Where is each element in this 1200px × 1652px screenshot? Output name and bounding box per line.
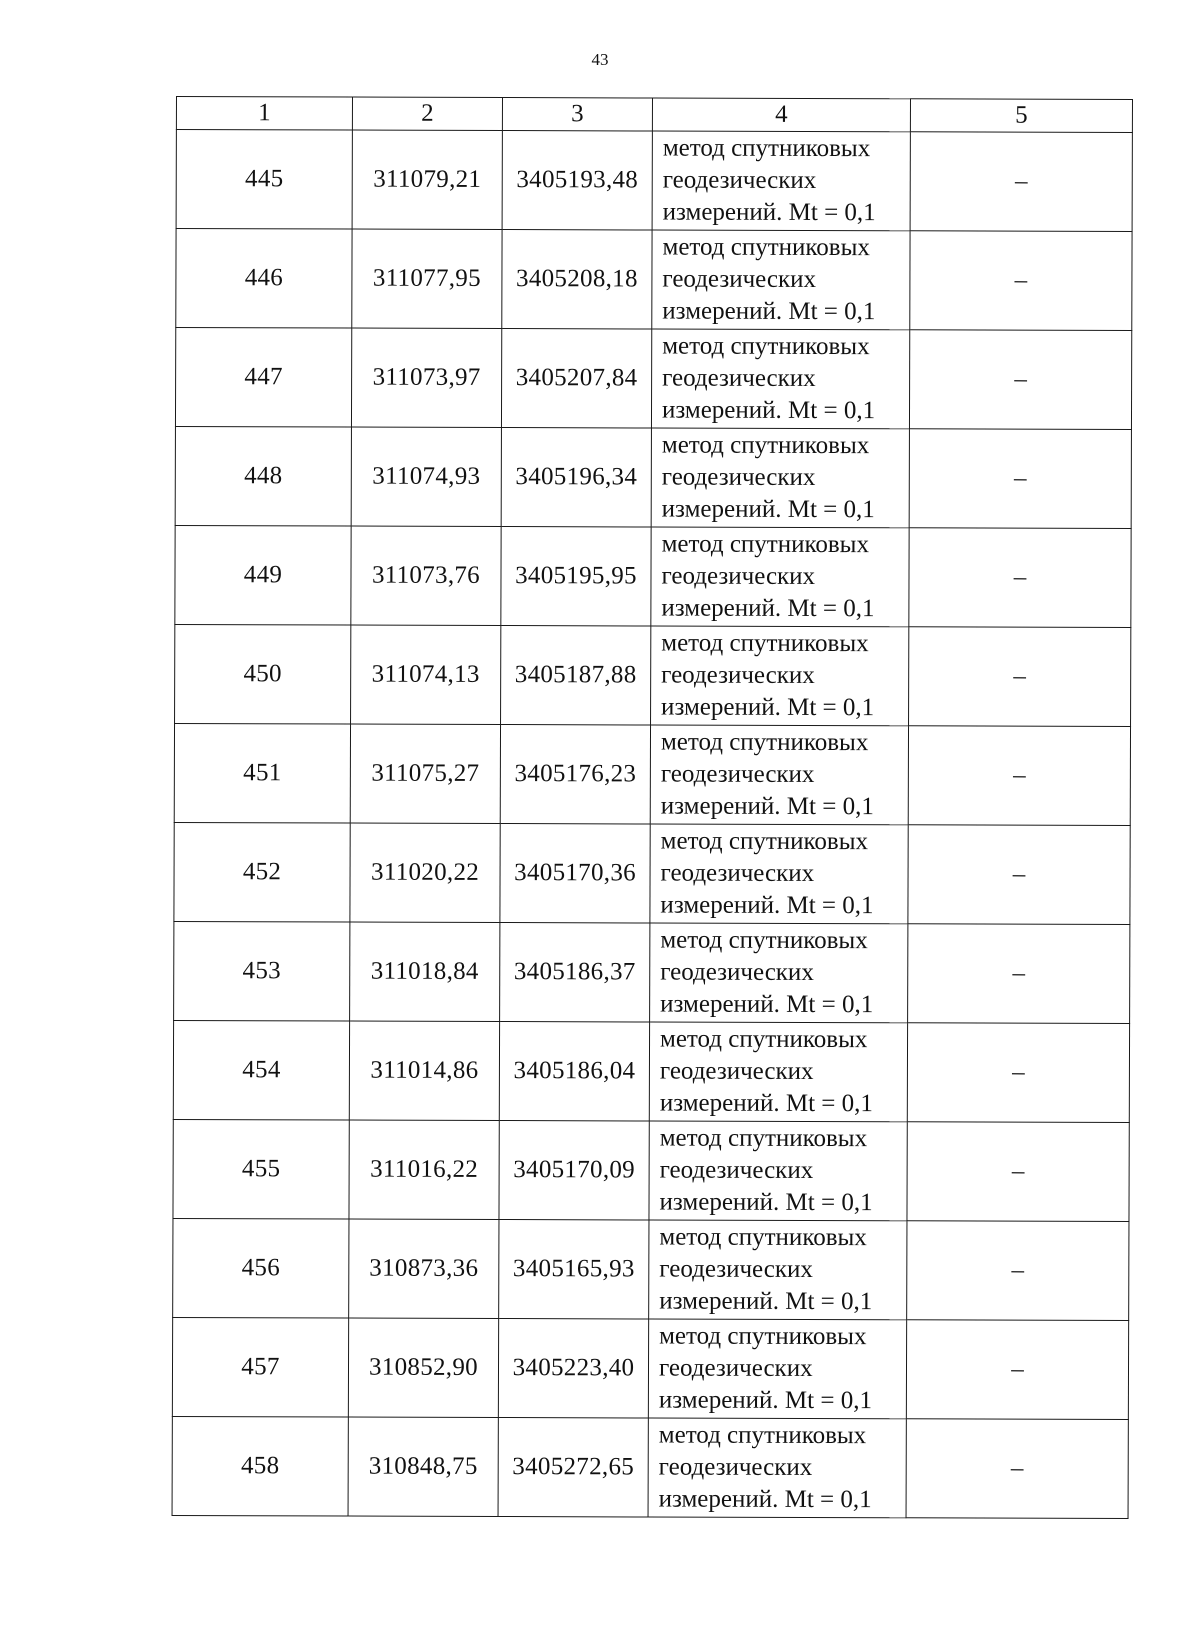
cell-note: – [910, 231, 1132, 331]
method-line: метод спутниковых [659, 1124, 868, 1153]
method-line: измерений. Mt = 0,1 [661, 396, 876, 425]
cell-method [652, 230, 910, 330]
cell-method [648, 1319, 906, 1419]
cell-note: – [907, 1023, 1129, 1123]
method-line: измерений. Mt = 0,1 [661, 594, 875, 623]
page-number: 43 [591, 50, 609, 69]
method-line: геодезических [660, 859, 815, 888]
cell-point: 453 [174, 921, 350, 1021]
cell-x: 311014,86 [349, 1021, 499, 1120]
cell-y: 3405195,95 [501, 527, 651, 626]
header-row [176, 97, 1132, 133]
table-row [172, 1317, 1128, 1419]
method-line: метод спутниковых [662, 134, 871, 163]
cell-point: 458 [172, 1416, 348, 1516]
header-col-5: 5 [910, 99, 1132, 133]
cell-note: – [908, 726, 1130, 826]
cell-y: 3405272,65 [498, 1418, 648, 1517]
cell-note: – [908, 825, 1130, 925]
table-row [172, 1416, 1128, 1518]
cell-y: 3405165,93 [499, 1220, 649, 1319]
table-row [174, 723, 1130, 825]
cell-point: 450 [175, 624, 351, 724]
cell-point: 452 [174, 822, 350, 922]
cell-method [651, 626, 909, 726]
method-line: метод спутниковых [660, 728, 869, 757]
cell-point: 445 [176, 130, 352, 230]
table-row [174, 921, 1130, 1023]
cell-note: – [908, 924, 1130, 1024]
method-line: геодезических [659, 1057, 814, 1086]
cell-y: 3405223,40 [498, 1319, 648, 1418]
table-body [172, 130, 1132, 1519]
method-line: измерений. Mt = 0,1 [660, 990, 874, 1019]
header-col-1: 1 [176, 97, 352, 131]
table-row [176, 130, 1132, 232]
method-line: метод спутниковых [661, 629, 869, 658]
cell-y: 3405193,48 [502, 131, 652, 230]
cell-x: 311077,95 [352, 229, 502, 328]
table-row [176, 229, 1132, 331]
table-row [173, 1119, 1129, 1221]
cell-point: 447 [175, 328, 351, 428]
table-row [175, 525, 1131, 627]
cell-x: 311074,13 [351, 625, 501, 724]
cell-note: – [909, 429, 1131, 529]
cell-y: 3405170,09 [499, 1121, 649, 1220]
cell-y: 3405187,88 [501, 626, 651, 725]
cell-note: – [909, 627, 1131, 727]
method-line: геодезических [658, 1354, 813, 1383]
cell-x: 311073,76 [351, 526, 501, 625]
cell-point: 446 [176, 229, 352, 329]
cell-method [648, 1418, 906, 1518]
method-line: измерений. Mt = 0,1 [662, 297, 876, 326]
cell-x: 311016,22 [349, 1120, 499, 1219]
table-row [175, 624, 1131, 726]
header-col-3: 3 [502, 98, 652, 131]
cell-y: 3405170,36 [500, 824, 650, 923]
cell-method [650, 725, 908, 825]
cell-method [652, 131, 910, 231]
cell-note: – [909, 330, 1131, 430]
cell-method [651, 527, 909, 627]
cell-method [649, 1022, 907, 1122]
cell-point: 454 [173, 1020, 349, 1120]
method-line: метод спутниковых [659, 1322, 867, 1351]
method-line: геодезических [661, 463, 816, 492]
cell-method [649, 1220, 907, 1320]
method-line: геодезических [662, 166, 817, 195]
method-line: измерений. Mt = 0,1 [658, 1386, 873, 1415]
cell-note: – [907, 1122, 1129, 1222]
method-line: измерений. Mt = 0,1 [661, 693, 875, 722]
cell-y: 3405207,84 [501, 329, 651, 428]
cell-x: 310848,75 [348, 1417, 498, 1516]
method-line: геодезических [662, 265, 817, 294]
cell-point: 457 [172, 1317, 348, 1417]
cell-note: – [906, 1419, 1128, 1519]
method-line: геодезических [658, 1453, 813, 1482]
cell-y: 3405176,23 [500, 725, 650, 824]
header-col-4: 4 [652, 98, 910, 132]
method-line: измерений. Mt = 0,1 [662, 198, 876, 227]
method-line: измерений. Mt = 0,1 [659, 1188, 873, 1217]
cell-method [651, 329, 909, 429]
method-line: геодезических [660, 958, 814, 987]
method-line: геодезических [660, 760, 815, 789]
cell-point: 451 [174, 723, 350, 823]
cell-x: 311074,93 [351, 427, 501, 526]
cell-note: – [909, 528, 1131, 628]
method-line: геодезических [659, 1255, 813, 1284]
table-row [175, 328, 1131, 430]
cell-y: 3405196,34 [501, 428, 651, 527]
cell-x: 311073,97 [351, 328, 501, 427]
cell-method [649, 1121, 907, 1221]
method-line: метод спутниковых [661, 530, 870, 559]
table-row [174, 822, 1130, 924]
table-header [176, 97, 1132, 133]
cell-method [651, 428, 909, 528]
method-line: геодезических [661, 562, 816, 591]
table-row [173, 1218, 1129, 1320]
cell-x: 310873,36 [349, 1219, 499, 1318]
cell-point: 448 [175, 426, 351, 526]
method-line: метод спутниковых [658, 1421, 867, 1450]
method-line: геодезических [659, 1156, 814, 1185]
method-line: метод спутниковых [662, 332, 870, 361]
cell-note: – [906, 1320, 1128, 1420]
header-col-2: 2 [352, 97, 502, 130]
cell-point: 449 [175, 525, 351, 625]
method-line: метод спутниковых [661, 431, 870, 460]
coordinates-table [172, 96, 1133, 1519]
method-line: измерений. Mt = 0,1 [659, 1287, 873, 1316]
cell-x: 310852,90 [348, 1318, 498, 1417]
cell-x: 311075,27 [350, 724, 500, 823]
cell-x: 311018,84 [350, 922, 500, 1021]
method-line: метод спутниковых [659, 1223, 867, 1252]
cell-note: – [907, 1221, 1129, 1321]
method-line: геодезических [661, 661, 815, 690]
method-line: измерений. Mt = 0,1 [658, 1485, 872, 1514]
method-line: измерений. Mt = 0,1 [660, 792, 874, 821]
method-line: метод спутниковых [660, 926, 868, 955]
cell-method [650, 923, 908, 1023]
cell-y: 3405186,37 [500, 923, 650, 1022]
table-row [173, 1020, 1129, 1122]
cell-method [650, 824, 908, 924]
method-line: измерений. Mt = 0,1 [661, 495, 875, 524]
cell-note: – [910, 132, 1132, 232]
cell-y: 3405186,04 [499, 1022, 649, 1121]
table-row [175, 426, 1131, 528]
cell-point: 456 [173, 1218, 349, 1318]
method-line: геодезических [662, 364, 816, 393]
cell-point: 455 [173, 1119, 349, 1219]
method-line: измерений. Mt = 0,1 [659, 1089, 873, 1118]
cell-x: 311079,21 [352, 130, 502, 229]
cell-x: 311020,22 [350, 823, 500, 922]
method-line: метод спутниковых [660, 827, 869, 856]
cell-y: 3405208,18 [502, 230, 652, 329]
method-line: измерений. Mt = 0,1 [660, 891, 874, 920]
method-line: метод спутниковых [662, 233, 870, 262]
method-line: метод спутниковых [659, 1025, 868, 1054]
